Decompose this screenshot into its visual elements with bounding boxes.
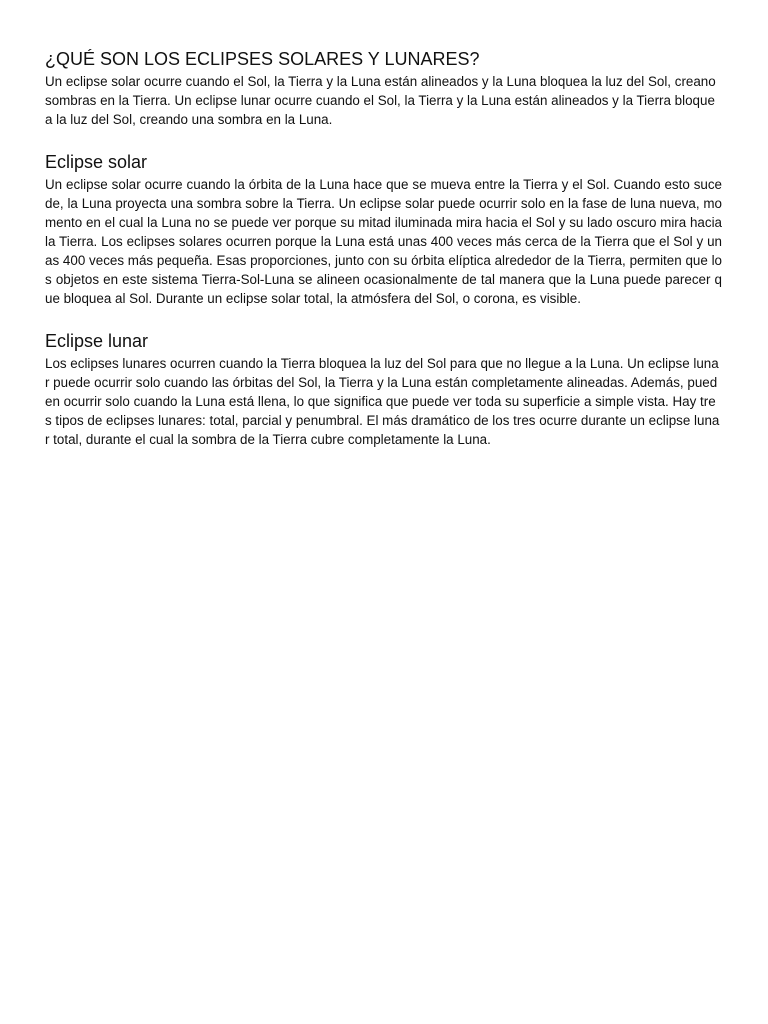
section-body-eclipse-solar: Un eclipse solar ocurre cuando la órbita de la Luna hace que se mueva entre la Tierra y el Sol. Cuando esto sucede, la Luna proyecta una sombra sobre la Tierra. Un eclipse solar puede ocurrir solo en la fase de luna nueva, momento en el cual la Luna no se puede ver porque su mitad iluminada mira hacia el Sol y su lado oscuro mira hacia la Tierra. Los eclipses solares ocurren porque la Luna está unas 400 veces más cerca de la Tierra que el Sol y unas 400 veces más pequeña. Esas proporciones, junto con su órbita elíptica alrededor de la Tierra, permiten que los objetos en este sistema Tierra-Sol-Luna se alineen ocasionalmente de tal manera que la Luna puede parecer que bloquea al Sol. Durante un eclipse solar total, la atmósfera del Sol, o corona, es visible.: [45, 177, 722, 306]
section-body-eclipse-lunar: Los eclipses lunares ocurren cuando la Tierra bloquea la luz del Sol para que no llegue a la Luna. Un eclipse lunar puede ocurrir solo cuando las órbitas del Sol, la Tierra y la Luna están completamente alineadas. Además, pueden ocurrir solo cuando la Luna está llena, lo que significa que puede ver toda su superficie a simple vista. Hay tres tipos de eclipses lunares: total, parcial y penumbral. El más dramático de los tres ocurre durante un eclipse lunar total, durante el cual la sombra de la Tierra cubre completamente la Luna.: [45, 356, 720, 447]
section-heading-eclipse-lunar: Eclipse lunar: [45, 331, 149, 351]
section-eclipse-solar: [45, 151, 722, 308]
intro-paragraph: Un eclipse solar ocurre cuando el Sol, la Tierra y la Luna están alineados y la Luna bloquea la luz del Sol, creano sombras en la Tierra. Un eclipse lunar ocurre cuando el Sol, la Tierra y la Luna están alineados y la Tierra bloquea la luz del Sol, creando una sombra en la Luna.: [45, 74, 716, 127]
page-title: ¿QUÉ SON LOS ECLIPSES SOLARES Y LUNARES?: [45, 49, 480, 69]
section-eclipse-lunar: [45, 330, 722, 449]
document-page: [45, 48, 722, 449]
section-heading-eclipse-solar: Eclipse solar: [45, 152, 148, 172]
